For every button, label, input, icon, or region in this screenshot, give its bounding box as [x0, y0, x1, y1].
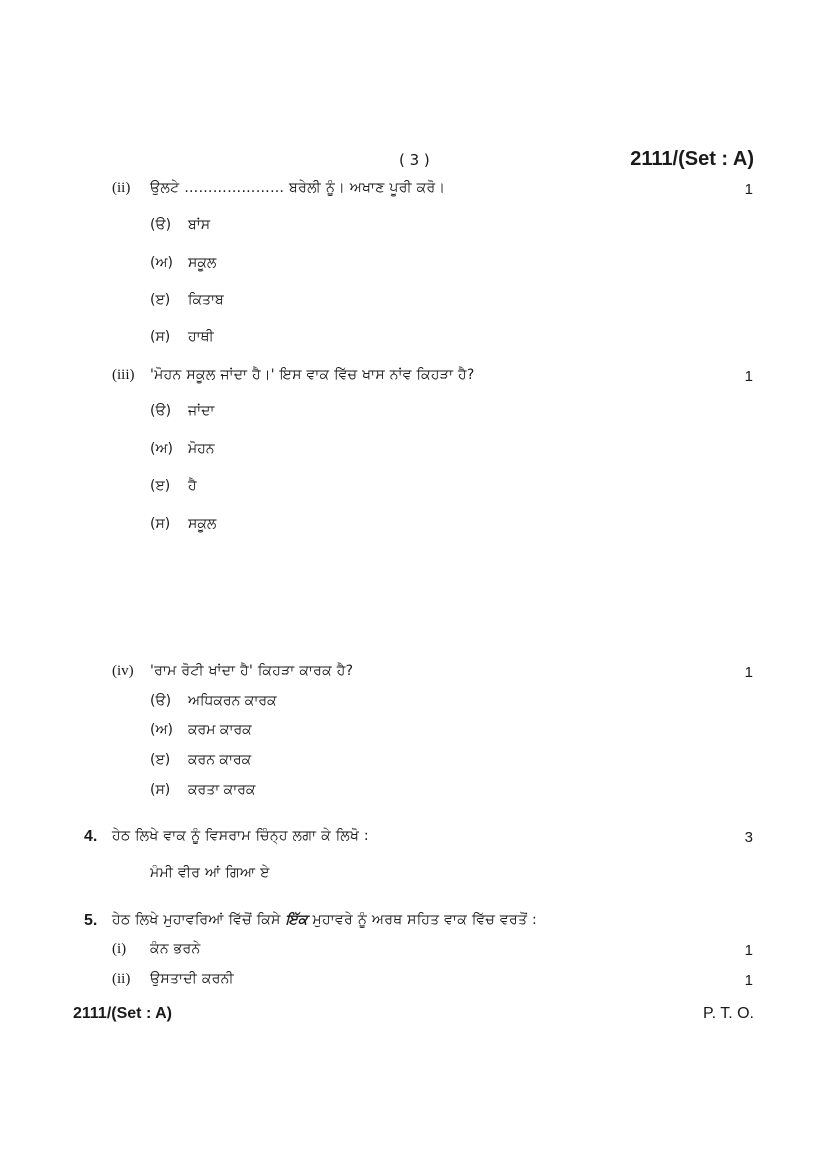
- option-label: (ਸ): [150, 782, 171, 798]
- option-label: (ਅ): [150, 441, 173, 457]
- option-label: (ੳ): [150, 693, 172, 709]
- question-text-before: ਹੇਠ ਲਿਖੇ ਮੁਹਾਵਰਿਆਂ ਵਿੱਚੋਂ ਕਿਸੇ: [112, 912, 281, 928]
- question-text: ਹੇਠ ਲਿਖੇ ਵਾਕ ਨੂੰ ਵਿਸਰਾਮ ਚਿੰਨ੍ਹ ਲਗਾ ਕੇ ਲਿਖੋ :: [112, 828, 369, 844]
- question-text: 'ਮੋਹਨ ਸਕੂਲ ਜਾਂਦਾ ਹੈ।' ਇਸ ਵਾਕ ਵਿੱਚ ਖਾਸ ਨਾਂਵ ਕਿਹੜਾ ਹੈ?: [150, 367, 475, 383]
- option: [150, 217, 211, 233]
- pto-label: P. T. O.: [703, 1005, 754, 1022]
- set-code-header: 2111/(Set : A): [630, 148, 754, 170]
- option-label: (ੲ): [150, 752, 171, 768]
- question-marks: 1: [744, 181, 753, 198]
- option-text: ਕਰਤਾ ਕਾਰਕ: [188, 782, 256, 798]
- option-text: ਸਕੂਲ: [188, 255, 217, 271]
- option: [150, 478, 197, 494]
- page-number: ( 3 ): [399, 151, 430, 169]
- option-label: (ੳ): [150, 217, 172, 233]
- option-label: (ਅ): [150, 255, 173, 271]
- option-text: ਕਰਨ ਕਾਰਕ: [188, 752, 252, 768]
- option-text: ਸਕੂਲ: [188, 516, 217, 532]
- idiom-text: ਕੰਨ ਭਰਨੇ: [150, 941, 201, 957]
- option: [150, 782, 256, 798]
- part-marks: 1: [744, 942, 753, 959]
- option-text: ਕਰਮ ਕਾਰਕ: [188, 722, 252, 738]
- set-code-footer: 2111/(Set : A): [73, 1005, 173, 1022]
- question-text-after: ਮੁਹਾਵਰੇ ਨੂੰ ਅਰਥ ਸਹਿਤ ਵਾਕ ਵਿੱਚ ਵਰਤੋਂ :: [312, 912, 537, 928]
- option-text: ਜਾਂਦਾ: [188, 403, 215, 419]
- question-number: (ii): [112, 180, 131, 196]
- option-text: ਮੋਹਨ: [188, 441, 215, 457]
- option: [150, 292, 224, 308]
- question-number: 4.: [84, 828, 98, 845]
- option: [150, 516, 217, 532]
- option-label: (ਅ): [150, 722, 173, 738]
- part-marks: 1: [744, 972, 753, 989]
- option: [150, 403, 215, 419]
- part-number: (ii): [112, 971, 131, 987]
- option: [150, 693, 277, 709]
- question-marks: 1: [744, 664, 753, 681]
- option-text: ਕਿਤਾਬ: [188, 292, 224, 308]
- option: [150, 441, 215, 457]
- question-text: [112, 912, 537, 928]
- option-label: (ਸ): [150, 329, 171, 345]
- option-text: ਅਧਿਕਰਨ ਕਾਰਕ: [188, 693, 277, 709]
- question-text: ਉਲਟੇ ………………… ਬਰੇਲੀ ਨੂੰ। ਅਖਾਣ ਪੂਰੀ ਕਰੋ।: [150, 180, 446, 196]
- option-text: ਹੈ: [188, 478, 197, 494]
- option: [150, 329, 214, 345]
- sentence-to-punctuate: ਮੰਮੀ ਵੀਰ ਆਂ ਗਿਆ ਏ: [150, 865, 270, 881]
- question-number: (iv): [112, 663, 134, 679]
- question-marks: 1: [744, 368, 753, 385]
- option-label: (ੲ): [150, 478, 171, 494]
- option-label: (ੲ): [150, 292, 171, 308]
- option-label: (ੳ): [150, 403, 172, 419]
- option: [150, 722, 252, 738]
- option-text: ਬਾਂਸ: [188, 217, 211, 233]
- part-number: (i): [112, 941, 127, 957]
- option-text: ਹਾਥੀ: [188, 329, 214, 345]
- question-text-emphasis: ਇੱਕ: [285, 912, 308, 928]
- question-number: (iii): [112, 367, 135, 383]
- question-number: 5.: [84, 912, 98, 929]
- question-marks: 3: [744, 829, 753, 846]
- idiom-text: ਉਸਤਾਦੀ ਕਰਨੀ: [150, 971, 234, 987]
- question-text: 'ਰਾਮ ਰੋਟੀ ਖਾਂਦਾ ਹੈ' ਕਿਹੜਾ ਕਾਰਕ ਹੈ?: [150, 663, 354, 679]
- option-label: (ਸ): [150, 516, 171, 532]
- option: [150, 752, 252, 768]
- option: [150, 255, 217, 271]
